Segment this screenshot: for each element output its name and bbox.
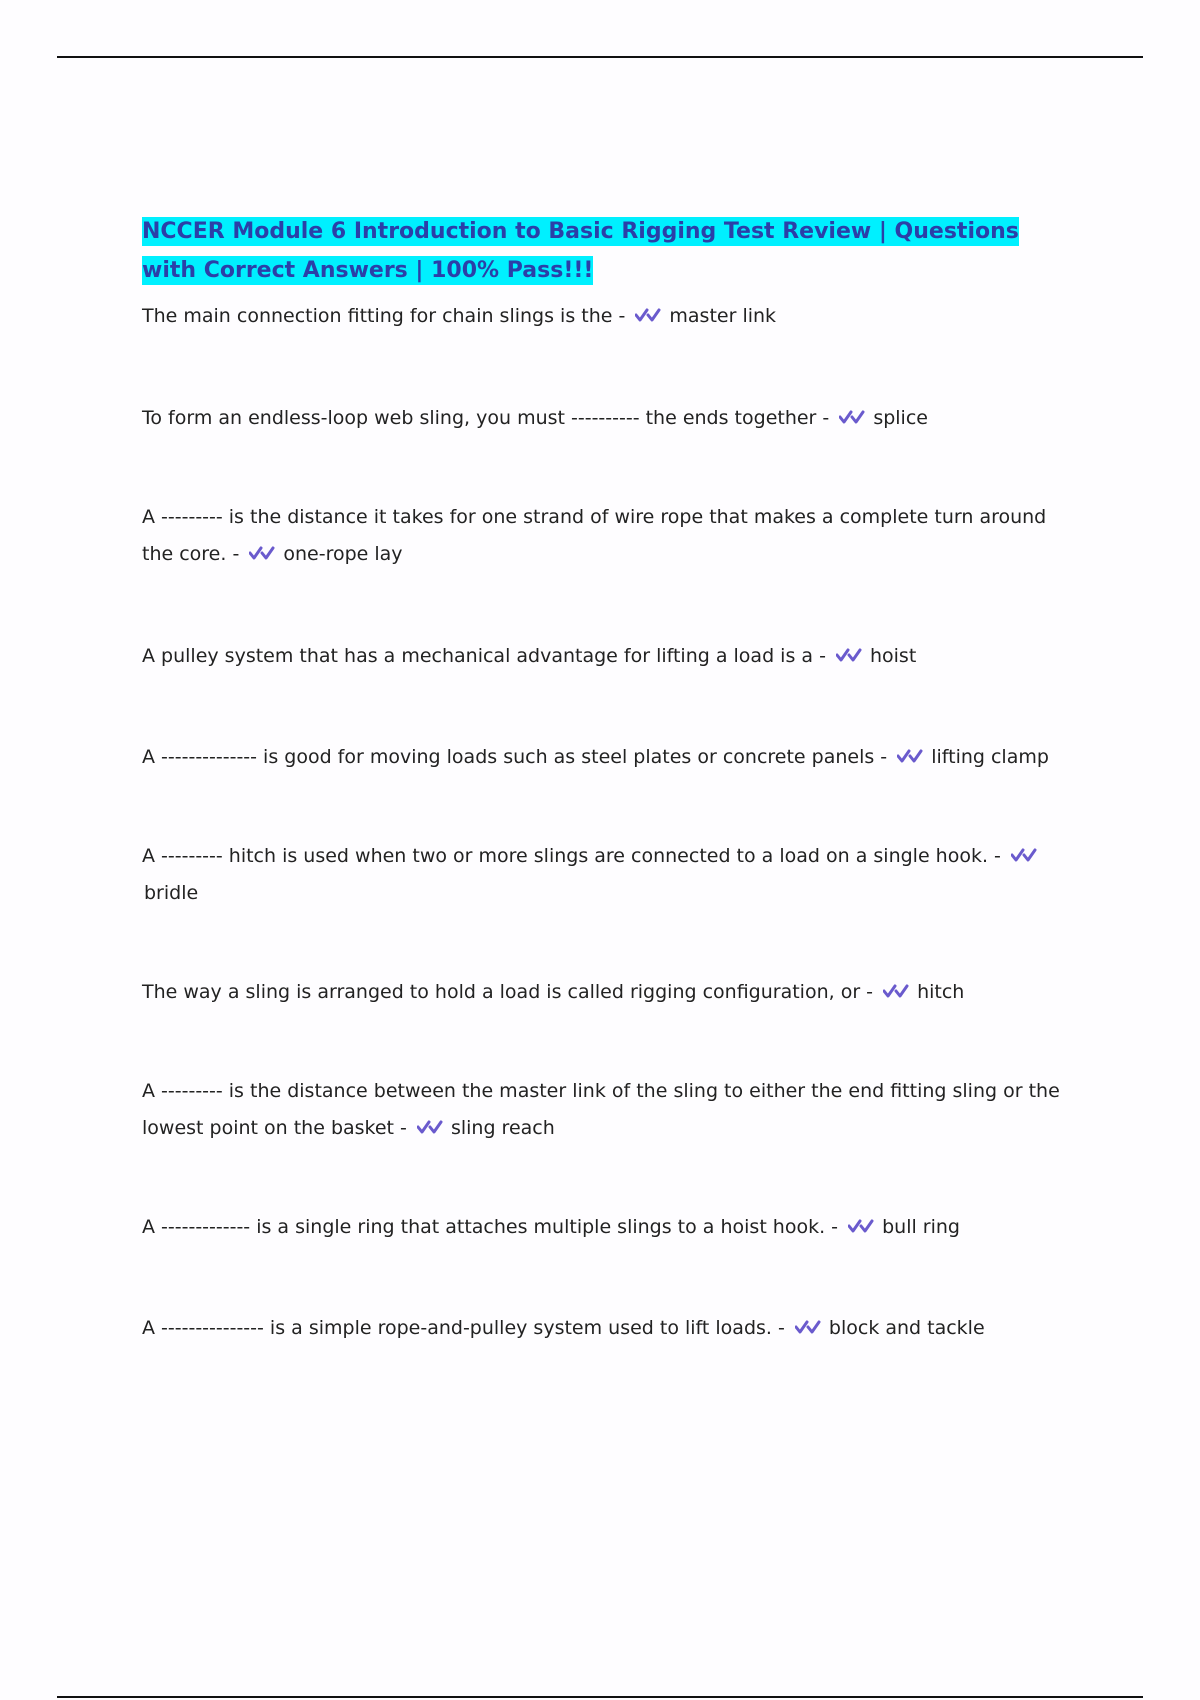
qa-item — [142, 739, 1062, 776]
question-text: A --------------- is a simple rope-and-pulley system used to lift loads. - — [142, 1317, 785, 1339]
question-text: A pulley system that has a mechanical advantage for lifting a load is a - — [142, 645, 826, 667]
question-text: The way a sling is arranged to hold a load is called rigging configuration, or - — [142, 981, 874, 1003]
document-title — [142, 212, 1062, 290]
question-text: The main connection fitting for chain slings is the - — [142, 305, 626, 327]
double-check-icon — [1011, 844, 1037, 866]
question-text: To form an endless-loop web sling, you must ---------- the ends together - — [142, 407, 830, 429]
answer-text: hoist — [869, 645, 917, 667]
footer-rule — [57, 1696, 1143, 1698]
double-check-icon — [635, 304, 661, 326]
qa-item — [142, 400, 1062, 437]
document-body — [142, 212, 1062, 1347]
answer-text: lifting clamp — [931, 746, 1049, 768]
question-text: A -------------- is good for moving loads such as steel plates or concrete panels - — [142, 746, 888, 768]
answer-text: sling reach — [450, 1117, 555, 1139]
qa-item — [142, 298, 1062, 335]
question-text: A --------- hitch is used when two or more slings are connected to a load on a single hook. - — [142, 845, 1001, 867]
answer-text: master link — [669, 305, 777, 327]
double-check-icon — [839, 406, 865, 428]
qa-item — [142, 1073, 1062, 1147]
qa-item — [142, 838, 1062, 912]
double-check-icon — [417, 1116, 443, 1138]
question-text: A --------- is the distance it takes for one strand of wire rope that makes a complete turn around the core. - — [142, 506, 1047, 565]
qa-item — [142, 1209, 1062, 1246]
qa-item — [142, 499, 1062, 573]
title-highlight: NCCER Module 6 Introduction to Basic Rigging Test Review | Questions with Correct Answers | 100% Pass!!! — [142, 219, 1019, 283]
qa-item — [142, 974, 1062, 1011]
double-check-icon — [249, 542, 275, 564]
answer-text: one-rope lay — [283, 543, 403, 565]
qa-item — [142, 638, 1062, 675]
header-rule — [57, 56, 1143, 58]
double-check-icon — [795, 1316, 821, 1338]
answer-text: bridle — [144, 882, 199, 904]
answer-text: block and tackle — [828, 1317, 985, 1339]
answer-text: hitch — [917, 981, 965, 1003]
double-check-icon — [836, 644, 862, 666]
question-text: A --------- is the distance between the master link of the sling to either the end fitting sling or the lowest point on the basket - — [142, 1080, 1060, 1139]
answer-text: splice — [873, 407, 928, 429]
double-check-icon — [883, 980, 909, 1002]
question-text: A ------------- is a single ring that attaches multiple slings to a hoist hook. - — [142, 1216, 839, 1238]
double-check-icon — [848, 1215, 874, 1237]
qa-item — [142, 1310, 1062, 1347]
answer-text: bull ring — [882, 1216, 960, 1238]
double-check-icon — [897, 745, 923, 767]
